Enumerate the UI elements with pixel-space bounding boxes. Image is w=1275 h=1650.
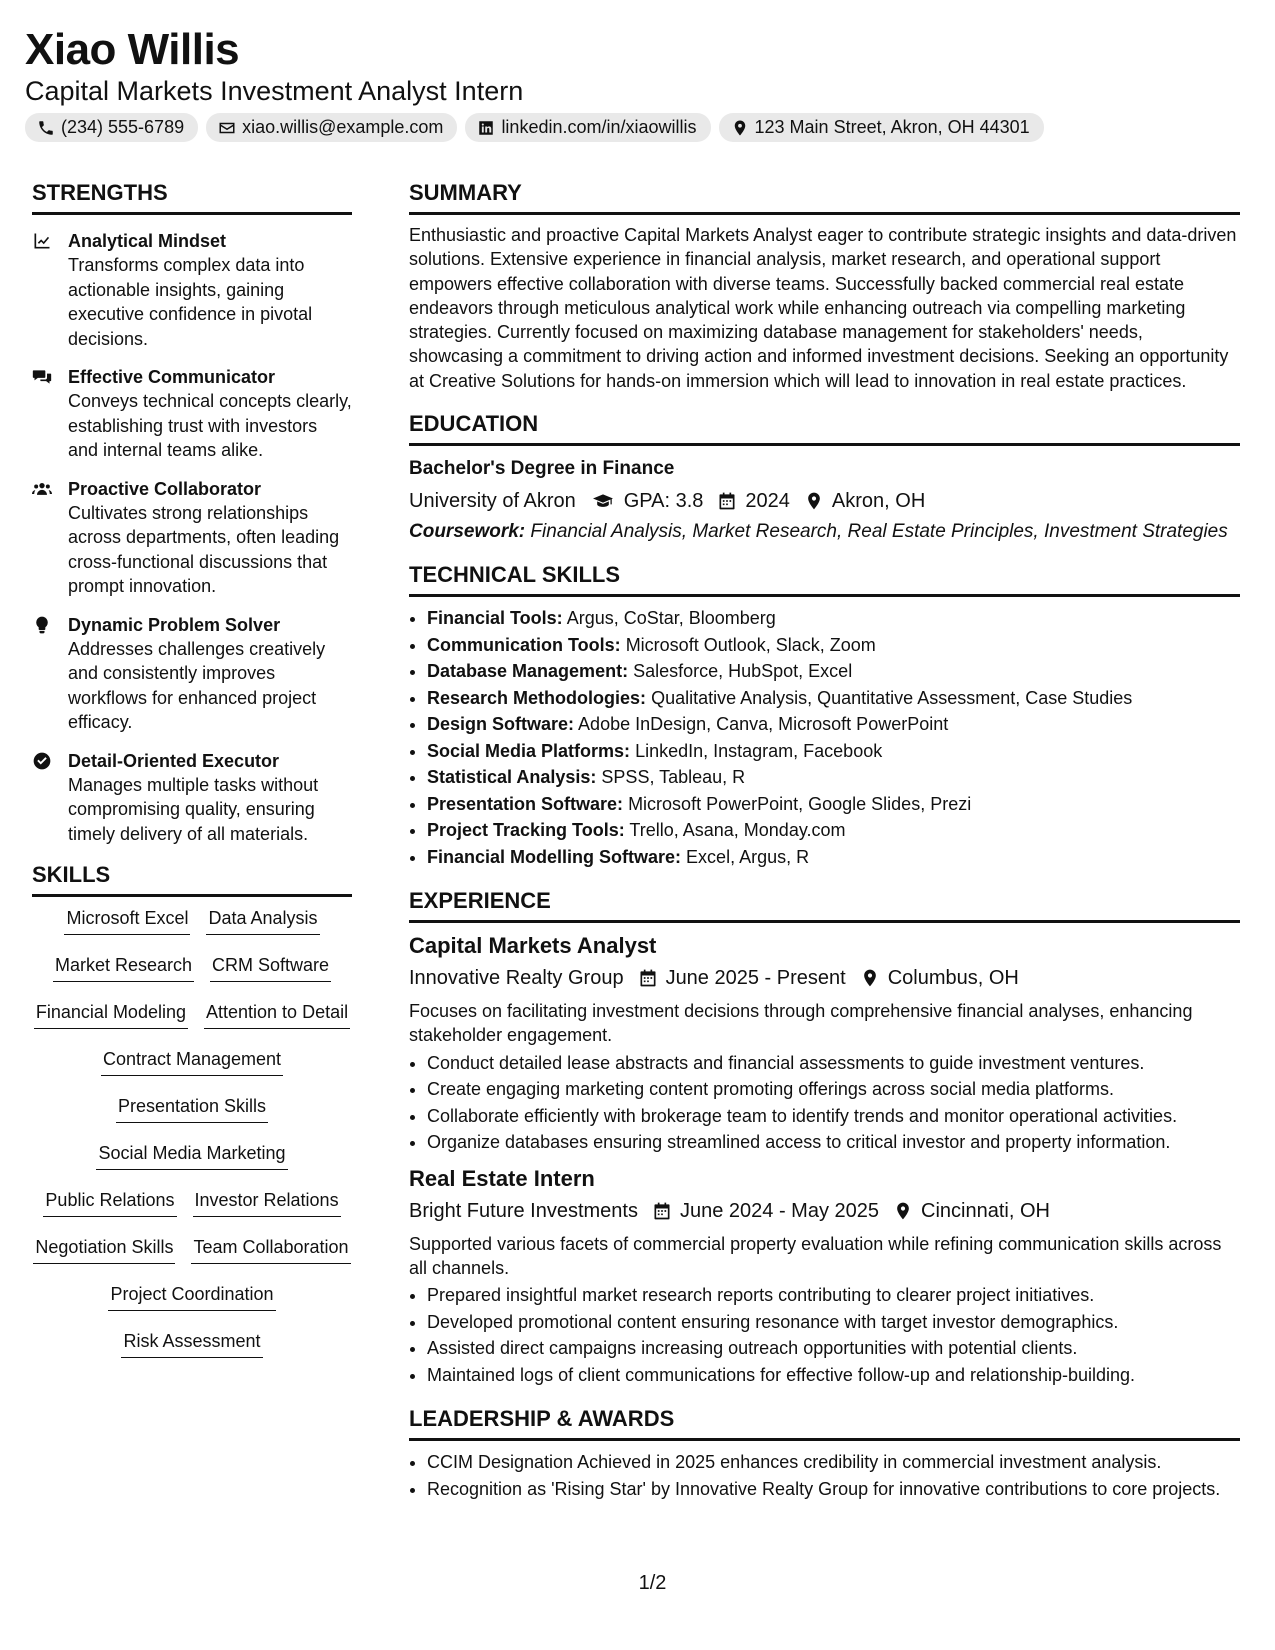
skill-value: Microsoft PowerPoint, Google Slides, Prezi: [628, 793, 972, 814]
skill-value: Adobe InDesign, Canva, Microsoft PowerPoint: [578, 714, 949, 735]
skills-section: [32, 860, 352, 1373]
coursework: [409, 520, 1240, 544]
skill-tag: Risk Assessment: [121, 1326, 262, 1358]
skill-tag: Presentation Skills: [116, 1091, 268, 1123]
job-dates: June 2024 - May 2025: [679, 1199, 880, 1222]
skill-tag: Contract Management: [101, 1044, 283, 1076]
contact-phone-text: (234) 555-6789: [61, 117, 185, 137]
list-item: [427, 791, 1240, 818]
list-item: • Conduct detailed lease abstracts and financial assessments to guide investment ventures.: [427, 1050, 1240, 1077]
page-number: [0, 1572, 1275, 1595]
location-icon: [731, 119, 749, 137]
education-section: [409, 409, 1240, 544]
list-item: [427, 711, 1240, 738]
skill-tag: Data Analysis: [206, 903, 319, 935]
strength-desc: Addresses challenges creatively and consistently improves workflows for enhanced project efficacy.: [68, 638, 326, 732]
contact-address: [719, 113, 1044, 142]
contact-email[interactable]: [206, 113, 457, 142]
list-item: • Recognition as 'Rising Star' by Innovative Realty Group for innovative contributions to core projects.: [427, 1476, 1240, 1503]
school-name: University of Akron: [409, 490, 576, 513]
list-item: • Maintained logs of client communications for effective follow-up and relationship-building.: [427, 1362, 1240, 1389]
location-icon: [804, 491, 824, 511]
list-item: • Collaborate efficiently with brokerage team to identify trends and monitor operational activities.: [427, 1103, 1240, 1130]
skill-label: Statistical Analysis:: [427, 767, 597, 788]
job-description: Focuses on facilitating investment decisions through comprehensive financial analyses, enhancing stakeholder engagement.: [409, 1001, 1193, 1046]
education-meta: [409, 486, 1240, 516]
location-icon: [860, 968, 880, 988]
list-item: [427, 658, 1240, 685]
list-item: [427, 738, 1240, 765]
skill-value: Trello, Asana, Monday.com: [629, 820, 846, 841]
contact-linkedin-text: linkedin.com/in/xiaowillis: [501, 117, 697, 137]
technical-skills-section: [409, 560, 1240, 870]
chart-line-icon: [32, 231, 52, 251]
skill-tag: Attention to Detail: [204, 997, 350, 1029]
comments-icon: [32, 367, 52, 387]
skill-tag: CRM Software: [210, 950, 331, 982]
skill-tag: Project Coordination: [108, 1279, 275, 1311]
skill-tag: Public Relations: [43, 1185, 176, 1217]
technical-skills-heading: TECHNICAL SKILLS: [409, 560, 1240, 597]
skill-value: Salesforce, HubSpot, Excel: [633, 661, 853, 682]
leadership-heading: LEADERSHIP & AWARDS: [409, 1404, 1240, 1441]
contact-phone[interactable]: [25, 113, 198, 142]
graduation-cap-icon: [590, 491, 616, 511]
skills-heading: SKILLS: [32, 860, 352, 897]
leadership-section: [409, 1404, 1240, 1502]
job-dates: June 2025 - Present: [665, 967, 846, 990]
skill-value: Argus, CoStar, Bloomberg: [566, 608, 776, 629]
users-icon: [32, 479, 52, 499]
right-column: [409, 178, 1240, 1502]
job-title: Real Estate Intern: [409, 1165, 595, 1191]
contact-linkedin[interactable]: [465, 113, 710, 142]
job-description: Supported various facets of commercial property evaluation while refining communication skills across all channels.: [409, 1233, 1222, 1278]
summary-heading: SUMMARY: [409, 178, 1240, 215]
job-title: Capital Markets Analyst: [409, 933, 657, 959]
skill-label: Database Management:: [427, 661, 629, 682]
skill-label: Project Tracking Tools:: [427, 820, 625, 841]
experience-section: [409, 886, 1240, 1388]
calendar-icon: [717, 491, 737, 511]
location-icon: [893, 1201, 913, 1221]
summary-section: [409, 178, 1240, 393]
job-meta: [409, 963, 1240, 993]
strength-item: [32, 229, 352, 351]
strength-item: [32, 749, 352, 847]
strength-desc: Transforms complex data into actionable insights, gaining executive confidence in pivotal decisions.: [68, 255, 313, 349]
page-number-text: 1/2: [638, 1572, 667, 1594]
linkedin-icon: [477, 119, 495, 137]
strength-title: Analytical Mindset: [68, 231, 227, 251]
job-location: Cincinnati, OH: [921, 1199, 1050, 1222]
skill-tag: Social Media Marketing: [96, 1138, 287, 1170]
job-meta: [409, 1196, 1240, 1226]
skill-label: Financial Tools:: [427, 608, 563, 629]
degree-title: Bachelor's Degree in Finance: [409, 458, 675, 480]
strength-item: [32, 613, 352, 735]
candidate-name: Xiao Willis: [25, 25, 240, 74]
strength-title: Effective Communicator: [68, 367, 276, 387]
list-item: • Assisted direct campaigns increasing outreach opportunities with potential clients.: [427, 1335, 1240, 1362]
list-item: [427, 817, 1240, 844]
skill-label: Research Methodologies:: [427, 687, 647, 708]
list-item: [427, 764, 1240, 791]
coursework-text: Financial Analysis, Market Research, Real Estate Principles, Investment Strategies: [530, 521, 1228, 543]
graduation-year: 2024: [745, 490, 790, 513]
email-icon: [218, 119, 236, 137]
skill-label: Presentation Software:: [427, 793, 624, 814]
skill-value: Qualitative Analysis, Quantitative Assessment, Case Studies: [651, 687, 1133, 708]
list-item: [427, 605, 1240, 632]
skill-tag: Market Research: [53, 950, 194, 982]
left-column: [32, 178, 352, 1373]
calendar-icon: [638, 968, 658, 988]
contact-address-text: 123 Main Street, Akron, OH 44301: [754, 117, 1030, 137]
calendar-icon: [652, 1201, 672, 1221]
job-entry: [409, 1164, 1240, 1389]
job-location: Columbus, OH: [887, 967, 1019, 990]
job-bullets: [409, 1050, 1240, 1156]
skill-value: LinkedIn, Instagram, Facebook: [635, 740, 883, 761]
contact-email-text: xiao.willis@example.com: [242, 117, 444, 137]
skill-tag: Team Collaboration: [191, 1232, 350, 1264]
list-item: • Prepared insightful market research reports contributing to clearer project initiatives.: [427, 1282, 1240, 1309]
lightbulb-icon: [32, 615, 52, 635]
company-name: Bright Future Investments: [409, 1199, 638, 1222]
job-entry: [409, 931, 1240, 1156]
leadership-list: [409, 1449, 1240, 1502]
phone-icon: [37, 119, 55, 137]
list-item: [427, 632, 1240, 659]
strength-title: Detail-Oriented Executor: [68, 750, 280, 771]
skill-label: Design Software:: [427, 714, 575, 735]
coursework-label: Coursework:: [409, 521, 526, 543]
strength-desc: Manages multiple tasks without compromising quality, ensuring timely delivery of all materials.: [68, 774, 319, 844]
strength-desc: Conveys technical concepts clearly, establishing trust with investors and internal teams alike.: [68, 391, 352, 460]
strength-title: Dynamic Problem Solver: [68, 614, 281, 635]
experience-heading: EXPERIENCE: [409, 886, 1240, 923]
strengths-section: [32, 178, 352, 846]
skill-tag: Investor Relations: [193, 1185, 341, 1217]
technical-skills-list: [409, 605, 1240, 870]
gpa: GPA: 3.8: [623, 490, 704, 513]
list-item: [427, 844, 1240, 871]
list-item: • Create engaging marketing content promoting offerings across social media platforms.: [427, 1076, 1240, 1103]
skill-value: Excel, Argus, R: [686, 846, 810, 867]
skill-label: Financial Modelling Software:: [427, 846, 682, 867]
candidate-title: Capital Markets Investment Analyst Intern: [25, 76, 524, 106]
list-item: • Organize databases ensuring streamlined access to critical investor and property information.: [427, 1129, 1240, 1156]
skill-tag: Negotiation Skills: [33, 1232, 175, 1264]
skill-label: Social Media Platforms:: [427, 740, 631, 761]
list-item: [427, 685, 1240, 712]
skill-value: Microsoft Outlook, Slack, Zoom: [625, 634, 876, 655]
skill-tag: Microsoft Excel: [64, 903, 190, 935]
list-item: • CCIM Designation Achieved in 2025 enhances credibility in commercial investment analysis.: [427, 1449, 1240, 1476]
education-location: Akron, OH: [831, 490, 926, 513]
check-circle-icon: [32, 751, 52, 771]
strength-item: [32, 365, 352, 463]
strength-desc: Cultivates strong relationships across departments, often leading cross-functional discussions that prompt innovation.: [68, 502, 340, 596]
skill-value: SPSS, Tableau, R: [601, 767, 746, 788]
skill-tag: Financial Modeling: [34, 997, 188, 1029]
skills-tags: [32, 897, 352, 1373]
contact-bar: [25, 113, 1044, 142]
job-bullets: [409, 1282, 1240, 1388]
summary-text: Enthusiastic and proactive Capital Markets Analyst eager to contribute strategic insights and data-driven solutions. Extensive experience in financial analysis, market research, and operational support empowers effective collaboration with diverse teams. Successfully backed commercial real estate endeavors through meticulous analytical work while enhancing outreach via compelling marketing strategies. Currently focused on maximizing database management for stakeholders' needs, showcasing a commitment to driving action and informed investment decisions. Seeking an opportunity at Creative Solutions for hands-on immersion which will lead to innovation in real estate practices.: [409, 225, 1237, 391]
strength-item: [32, 477, 352, 599]
skill-label: Communication Tools:: [427, 634, 621, 655]
strengths-list: [32, 229, 352, 846]
education-heading: EDUCATION: [409, 409, 1240, 446]
strengths-heading: STRENGTHS: [32, 178, 352, 215]
company-name: Innovative Realty Group: [409, 967, 624, 990]
strength-title: Proactive Collaborator: [68, 478, 262, 499]
list-item: • Developed promotional content ensuring resonance with target investor demographics.: [427, 1309, 1240, 1336]
